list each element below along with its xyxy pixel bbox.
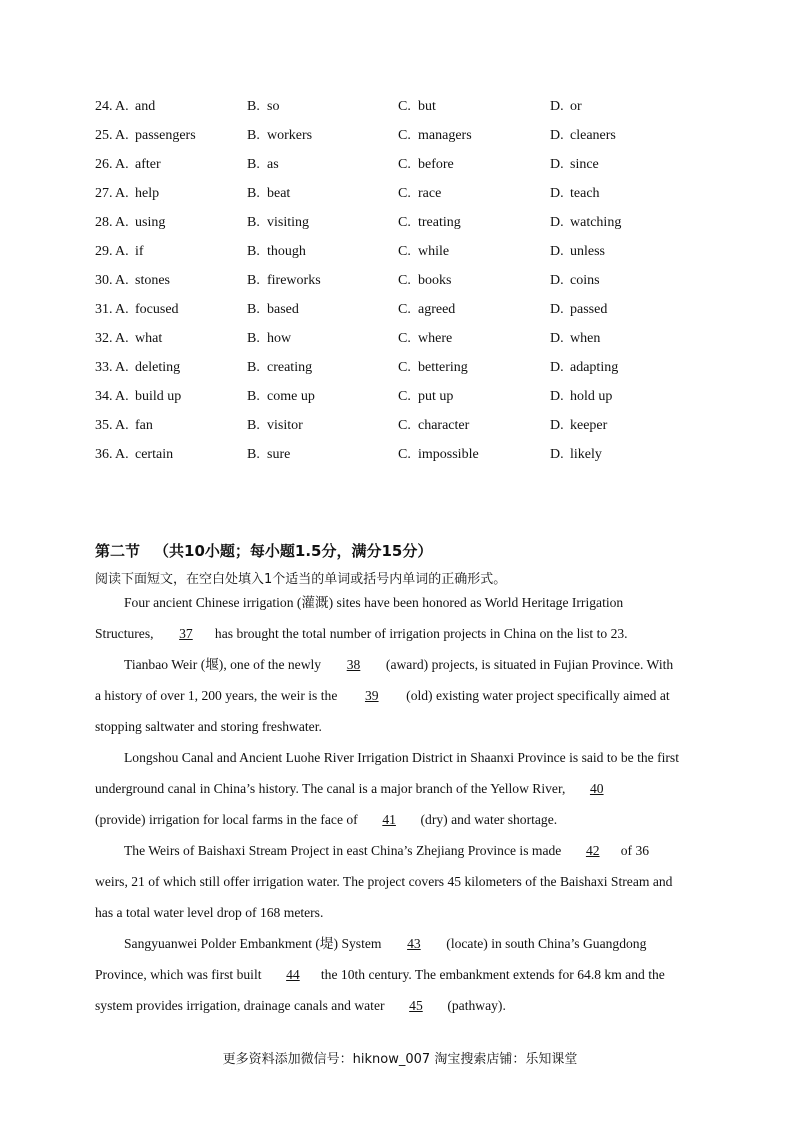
option-letter: D. xyxy=(550,273,564,288)
question-number: 32. xyxy=(95,331,113,346)
option-b[interactable] xyxy=(247,213,309,233)
question-number: 29. xyxy=(95,244,113,259)
blank-44[interactable]: 44 xyxy=(286,967,300,982)
option-text: and xyxy=(135,99,156,114)
option-text: focused xyxy=(135,302,179,317)
option-b[interactable] xyxy=(247,242,306,262)
option-letter: A. xyxy=(115,99,129,114)
option-a[interactable] xyxy=(115,97,155,117)
option-letter: D. xyxy=(550,186,564,201)
option-text: visiting xyxy=(267,215,310,230)
option-a[interactable] xyxy=(115,445,173,465)
option-text: creating xyxy=(267,360,313,375)
option-text: based xyxy=(267,302,299,317)
option-c[interactable] xyxy=(398,184,441,204)
option-letter: B. xyxy=(247,331,260,346)
section-instruction: 阅读下面短文，在空白处填入1个适当的单词或括号内单词的正确形式。 xyxy=(95,572,507,587)
option-text: passengers xyxy=(135,128,196,143)
option-d[interactable] xyxy=(550,271,600,291)
option-row xyxy=(95,184,735,213)
option-b[interactable] xyxy=(247,155,279,175)
option-letter: A. xyxy=(115,331,129,346)
option-letter: B. xyxy=(247,186,260,201)
option-text: cleaners xyxy=(570,128,616,143)
option-text: where xyxy=(418,331,453,346)
option-text: stones xyxy=(135,273,170,288)
option-d[interactable] xyxy=(550,329,600,349)
option-b[interactable] xyxy=(247,126,312,146)
option-text: certain xyxy=(135,447,174,462)
option-letter: B. xyxy=(247,157,260,172)
option-d[interactable] xyxy=(550,242,605,262)
option-text: likely xyxy=(570,447,602,462)
option-letter: C. xyxy=(398,447,411,462)
passage-text: (pathway). xyxy=(443,998,506,1013)
option-row xyxy=(95,445,735,474)
option-text: if xyxy=(135,244,144,259)
option-text: before xyxy=(418,157,454,172)
question-number: 36. xyxy=(95,447,113,462)
option-d[interactable] xyxy=(550,213,621,233)
option-text: fireworks xyxy=(267,273,321,288)
section-title-part1: 第二节 xyxy=(95,542,141,560)
passage-line xyxy=(95,778,705,809)
option-c[interactable] xyxy=(398,416,469,436)
option-text: how xyxy=(267,331,292,346)
option-d[interactable] xyxy=(550,155,599,175)
blank-43[interactable]: 43 xyxy=(407,936,421,951)
passage xyxy=(95,592,705,1026)
option-letter: B. xyxy=(247,360,260,375)
option-b[interactable] xyxy=(247,184,290,204)
option-text: fan xyxy=(135,418,153,433)
option-a[interactable] xyxy=(115,387,181,407)
option-letter: B. xyxy=(247,128,260,143)
option-b[interactable] xyxy=(247,300,299,320)
option-text: beat xyxy=(267,186,291,201)
option-row xyxy=(95,271,735,300)
passage-line: stopping saltwater and storing freshwater. xyxy=(95,719,322,734)
option-letter: D. xyxy=(550,128,564,143)
question-number: 30. xyxy=(95,273,113,288)
option-letter: B. xyxy=(247,302,260,317)
question-number: 35. xyxy=(95,418,113,433)
passage-text: The Weirs of Baishaxi Stream Project in east China’s Zhejiang Province is made xyxy=(124,843,565,858)
question-number: 34. xyxy=(95,389,113,404)
option-row xyxy=(95,155,735,184)
passage-line: Four ancient Chinese irrigation (灌溉) sites have been honored as World Heritage Irrigation xyxy=(124,595,624,610)
option-text: hold up xyxy=(570,389,613,404)
passage-text: of 36 xyxy=(620,843,650,858)
option-text: managers xyxy=(418,128,472,143)
question-number: 33. xyxy=(95,360,113,375)
option-d[interactable] xyxy=(550,416,607,436)
option-b[interactable] xyxy=(247,97,279,117)
option-letter: A. xyxy=(115,418,129,433)
option-letter: C. xyxy=(398,99,411,114)
option-b[interactable] xyxy=(247,445,290,465)
blank-40[interactable]: 40 xyxy=(589,781,604,796)
passage-line: weirs, 21 of which still offer irrigation water. The project covers 45 kilometers of the Baishaxi Stream and xyxy=(95,874,673,889)
passage-text: (dry) and water shortage. xyxy=(417,812,558,827)
option-letter: B. xyxy=(247,99,260,114)
option-letter: A. xyxy=(115,360,129,375)
option-text: watching xyxy=(570,215,622,230)
option-letter: B. xyxy=(247,273,260,288)
option-d[interactable] xyxy=(550,358,618,378)
passage-text: (locate) in south China’s Guangdong xyxy=(442,936,647,951)
passage-text: Sangyuanwei Polder Embankment (堤) System xyxy=(124,936,385,951)
blank-42[interactable]: 42 xyxy=(585,843,600,858)
option-letter: D. xyxy=(550,447,564,462)
option-row xyxy=(95,300,735,329)
option-letter: C. xyxy=(398,273,411,288)
option-letter: A. xyxy=(115,128,129,143)
option-letter: B. xyxy=(247,215,260,230)
option-text: keeper xyxy=(570,418,608,433)
option-c[interactable] xyxy=(398,271,451,291)
option-c[interactable] xyxy=(398,97,436,117)
passage-line: has a total water level drop of 168 meters. xyxy=(95,905,324,920)
option-text: since xyxy=(570,157,599,172)
option-c[interactable] xyxy=(398,126,472,146)
option-a[interactable] xyxy=(115,416,153,436)
option-b[interactable] xyxy=(247,329,291,349)
option-letter: A. xyxy=(115,389,129,404)
option-row xyxy=(95,358,735,387)
option-letter: C. xyxy=(398,128,411,143)
option-d[interactable] xyxy=(550,445,602,465)
option-text: when xyxy=(570,331,601,346)
passage-text: has brought the total number of irrigation projects in China on the list to 23. xyxy=(214,626,628,641)
option-a[interactable] xyxy=(115,358,180,378)
option-text: unless xyxy=(570,244,605,259)
option-text: agreed xyxy=(418,302,456,317)
option-c[interactable] xyxy=(398,155,454,175)
option-letter: C. xyxy=(398,215,411,230)
question-number: 27. xyxy=(95,186,113,201)
option-c[interactable] xyxy=(398,242,449,262)
option-c[interactable] xyxy=(398,300,455,320)
option-text: deleting xyxy=(135,360,181,375)
option-row xyxy=(95,329,735,358)
option-letter: A. xyxy=(115,215,129,230)
passage-line xyxy=(95,933,705,964)
passage-line xyxy=(95,685,705,716)
option-letter: A. xyxy=(115,244,129,259)
option-text: adapting xyxy=(570,360,619,375)
option-letter: D. xyxy=(550,157,564,172)
question-number: 26. xyxy=(95,157,113,172)
option-a[interactable] xyxy=(115,126,196,146)
blank-45[interactable]: 45 xyxy=(409,998,423,1013)
option-b[interactable] xyxy=(247,416,303,436)
question-number: 31. xyxy=(95,302,113,317)
option-letter: A. xyxy=(115,157,129,172)
option-row xyxy=(95,242,735,271)
question-number: 24. xyxy=(95,99,113,114)
passage-text: underground canal in China’s history. The canal is a major branch of the Yellow River, xyxy=(95,781,569,796)
option-text: visitor xyxy=(267,418,303,433)
option-text: build up xyxy=(135,389,182,404)
option-a[interactable] xyxy=(115,271,170,291)
option-letter: D. xyxy=(550,244,564,259)
option-text: put up xyxy=(418,389,454,404)
option-text: race xyxy=(418,186,442,201)
option-row xyxy=(95,213,735,242)
option-c[interactable] xyxy=(398,387,453,407)
option-letter: B. xyxy=(247,389,260,404)
option-text: books xyxy=(418,273,452,288)
passage-text: Tianbao Weir (堰), one of the newly xyxy=(124,657,325,672)
option-c[interactable] xyxy=(398,358,468,378)
passage-line xyxy=(95,809,705,840)
option-letter: D. xyxy=(550,215,564,230)
option-d[interactable] xyxy=(550,184,600,204)
option-letter: C. xyxy=(398,389,411,404)
passage-line xyxy=(95,840,705,871)
blank-41[interactable]: 41 xyxy=(382,812,396,827)
option-a[interactable] xyxy=(115,242,144,262)
option-text: though xyxy=(267,244,306,259)
option-letter: A. xyxy=(115,302,129,317)
option-row xyxy=(95,97,735,126)
option-text: as xyxy=(267,157,279,172)
option-row xyxy=(95,387,735,416)
option-text: bettering xyxy=(418,360,468,375)
option-letter: D. xyxy=(550,302,564,317)
option-text: or xyxy=(570,99,582,114)
passage-text: (award) projects, is situated in Fujian Province. With xyxy=(382,657,674,672)
option-text: coins xyxy=(570,273,600,288)
option-a[interactable] xyxy=(115,329,162,349)
passage-line: Longshou Canal and Ancient Luohe River Irrigation District in Shaanxi Province is said to be the first xyxy=(124,750,679,765)
passage-text: (provide) irrigation for local farms in the face of xyxy=(95,812,362,827)
option-letter: A. xyxy=(115,186,129,201)
option-letter: B. xyxy=(247,244,260,259)
option-letter: A. xyxy=(115,273,129,288)
section-title xyxy=(95,540,432,561)
section-title-part2: （共10小题；每小题1.5分，满分15分） xyxy=(154,542,433,560)
passage-line xyxy=(95,995,705,1026)
passage-text: a history of over 1, 200 years, the weir is the xyxy=(95,688,341,703)
option-letter: D. xyxy=(550,99,564,114)
option-text: character xyxy=(418,418,470,433)
option-letter: C. xyxy=(398,244,411,259)
passage-line xyxy=(95,623,705,654)
option-c[interactable] xyxy=(398,329,452,349)
option-text: come up xyxy=(267,389,315,404)
option-c[interactable] xyxy=(398,445,479,465)
option-letter: B. xyxy=(247,447,260,462)
option-d[interactable] xyxy=(550,126,616,146)
option-letter: B. xyxy=(247,418,260,433)
option-letter: A. xyxy=(115,447,129,462)
question-number: 25. xyxy=(95,128,113,143)
option-b[interactable] xyxy=(247,271,321,291)
option-letter: C. xyxy=(398,418,411,433)
option-text: but xyxy=(418,99,436,114)
option-text: impossible xyxy=(418,447,479,462)
option-a[interactable] xyxy=(115,300,179,320)
option-letter: D. xyxy=(550,360,564,375)
option-d[interactable] xyxy=(550,300,607,320)
blank-37[interactable]: 37 xyxy=(179,626,193,641)
option-text: so xyxy=(267,99,280,114)
passage-text: Structures, xyxy=(95,626,157,641)
option-letter: C. xyxy=(398,186,411,201)
option-text: treating xyxy=(418,215,461,230)
option-letter: D. xyxy=(550,389,564,404)
option-text: help xyxy=(135,186,160,201)
footer-note: 更多资料添加微信号：hiknow_007 淘宝搜索店铺：乐知课堂 xyxy=(222,1052,578,1067)
passage-line xyxy=(95,654,705,685)
option-text: using xyxy=(135,215,166,230)
option-c[interactable] xyxy=(398,213,461,233)
option-text: what xyxy=(135,331,163,346)
option-letter: D. xyxy=(550,418,564,433)
passage-line xyxy=(95,964,705,995)
option-row xyxy=(95,126,735,155)
option-text: workers xyxy=(267,128,313,143)
blank-39[interactable]: 39 xyxy=(364,688,379,703)
option-letter: C. xyxy=(398,157,411,172)
option-text: sure xyxy=(267,447,291,462)
option-letter: C. xyxy=(398,331,411,346)
passage-text: (old) existing water project specifically aimed at xyxy=(402,688,670,703)
options-table xyxy=(95,97,735,474)
option-text: while xyxy=(418,244,450,259)
option-b[interactable] xyxy=(247,358,312,378)
option-a[interactable] xyxy=(115,213,165,233)
passage-text: Province, which was first built xyxy=(95,967,265,982)
option-row xyxy=(95,416,735,445)
option-text: teach xyxy=(570,186,600,201)
option-d[interactable] xyxy=(550,97,582,117)
option-a[interactable] xyxy=(115,184,159,204)
option-d[interactable] xyxy=(550,387,612,407)
option-letter: C. xyxy=(398,360,411,375)
passage-text: system provides irrigation, drainage canals and water xyxy=(95,998,388,1013)
passage-text: the 10th century. The embankment extends for 64.8 km and the xyxy=(320,967,665,982)
blank-38[interactable]: 38 xyxy=(346,657,361,672)
option-a[interactable] xyxy=(115,155,161,175)
option-text: after xyxy=(135,157,161,172)
option-letter: C. xyxy=(398,302,411,317)
option-letter: D. xyxy=(550,331,564,346)
option-b[interactable] xyxy=(247,387,315,407)
question-number: 28. xyxy=(95,215,113,230)
option-text: passed xyxy=(570,302,608,317)
